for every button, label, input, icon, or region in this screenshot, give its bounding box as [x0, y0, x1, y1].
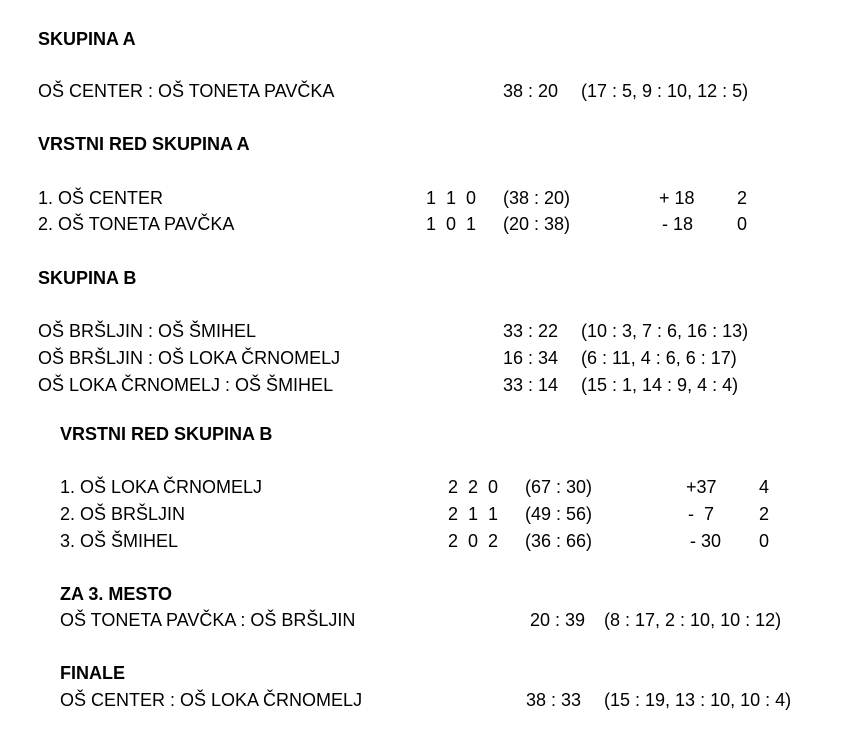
match-teams: OŠ CENTER : OŠ TONETA PAVČKA [38, 81, 335, 101]
standings-team: 2. OŠ BRŠLJIN [60, 504, 186, 524]
standings-points: 0 [759, 531, 770, 551]
match-teams: OŠ BRŠLJIN : OŠ ŠMIHEL [38, 321, 257, 341]
standings-record: 2 0 2 [448, 531, 499, 551]
group-b-title: SKUPINA B [38, 268, 137, 288]
standings-team: 1. OŠ LOKA ČRNOMELJ [60, 477, 263, 497]
standings-goals: (49 : 56) [525, 504, 593, 524]
standings-goals: (67 : 30) [525, 477, 593, 497]
standings-diff: - 30 [690, 531, 722, 551]
standings-diff: +37 [686, 477, 717, 497]
standings-record: 2 2 0 [448, 477, 499, 497]
match-teams: OŠ TONETA PAVČKA : OŠ BRŠLJIN [60, 610, 356, 630]
standings-team: 1. OŠ CENTER [38, 188, 164, 208]
third-place-title: ZA 3. MESTO [60, 584, 173, 604]
standings-goals: (20 : 38) [503, 214, 571, 234]
standings-points: 2 [759, 504, 770, 524]
match-teams: OŠ LOKA ČRNOMELJ : OŠ ŠMIHEL [38, 375, 334, 395]
standings-points: 0 [737, 214, 748, 234]
match-periods: (15 : 1, 14 : 9, 4 : 4) [581, 375, 739, 395]
final-title: FINALE [60, 663, 125, 683]
standings-goals: (36 : 66) [525, 531, 593, 551]
match-teams: OŠ CENTER : OŠ LOKA ČRNOMELJ [60, 690, 363, 710]
standings-record: 2 1 1 [448, 504, 499, 524]
match-score: 38 : 20 [503, 81, 559, 101]
match-score: 33 : 14 [503, 375, 559, 395]
standings-goals: (38 : 20) [503, 188, 571, 208]
match-periods: (15 : 19, 13 : 10, 10 : 4) [604, 690, 792, 710]
standings-points: 4 [759, 477, 770, 497]
standings-diff: + 18 [659, 188, 695, 208]
match-periods: (6 : 11, 4 : 6, 6 : 17) [581, 348, 737, 368]
standings-team: 3. OŠ ŠMIHEL [60, 531, 179, 551]
match-periods: (10 : 3, 7 : 6, 16 : 13) [581, 321, 749, 341]
match-score: 38 : 33 [526, 690, 582, 710]
standings-diff: - 18 [662, 214, 694, 234]
standings-record: 1 0 1 [426, 214, 477, 234]
standings-diff: - 7 [688, 504, 715, 524]
match-periods: (8 : 17, 2 : 10, 10 : 12) [604, 610, 782, 630]
match-teams: OŠ BRŠLJIN : OŠ LOKA ČRNOMELJ [38, 348, 341, 368]
group-a-title: SKUPINA A [38, 29, 136, 49]
group-a-standings-title: VRSTNI RED SKUPINA A [38, 134, 250, 154]
group-b-standings-title: VRSTNI RED SKUPINA B [60, 424, 273, 444]
standings-record: 1 1 0 [426, 188, 477, 208]
match-score: 20 : 39 [530, 610, 586, 630]
match-score: 33 : 22 [503, 321, 559, 341]
standings-team: 2. OŠ TONETA PAVČKA [38, 214, 235, 234]
match-score: 16 : 34 [503, 348, 559, 368]
match-periods: (17 : 5, 9 : 10, 12 : 5) [581, 81, 749, 101]
standings-points: 2 [737, 188, 748, 208]
